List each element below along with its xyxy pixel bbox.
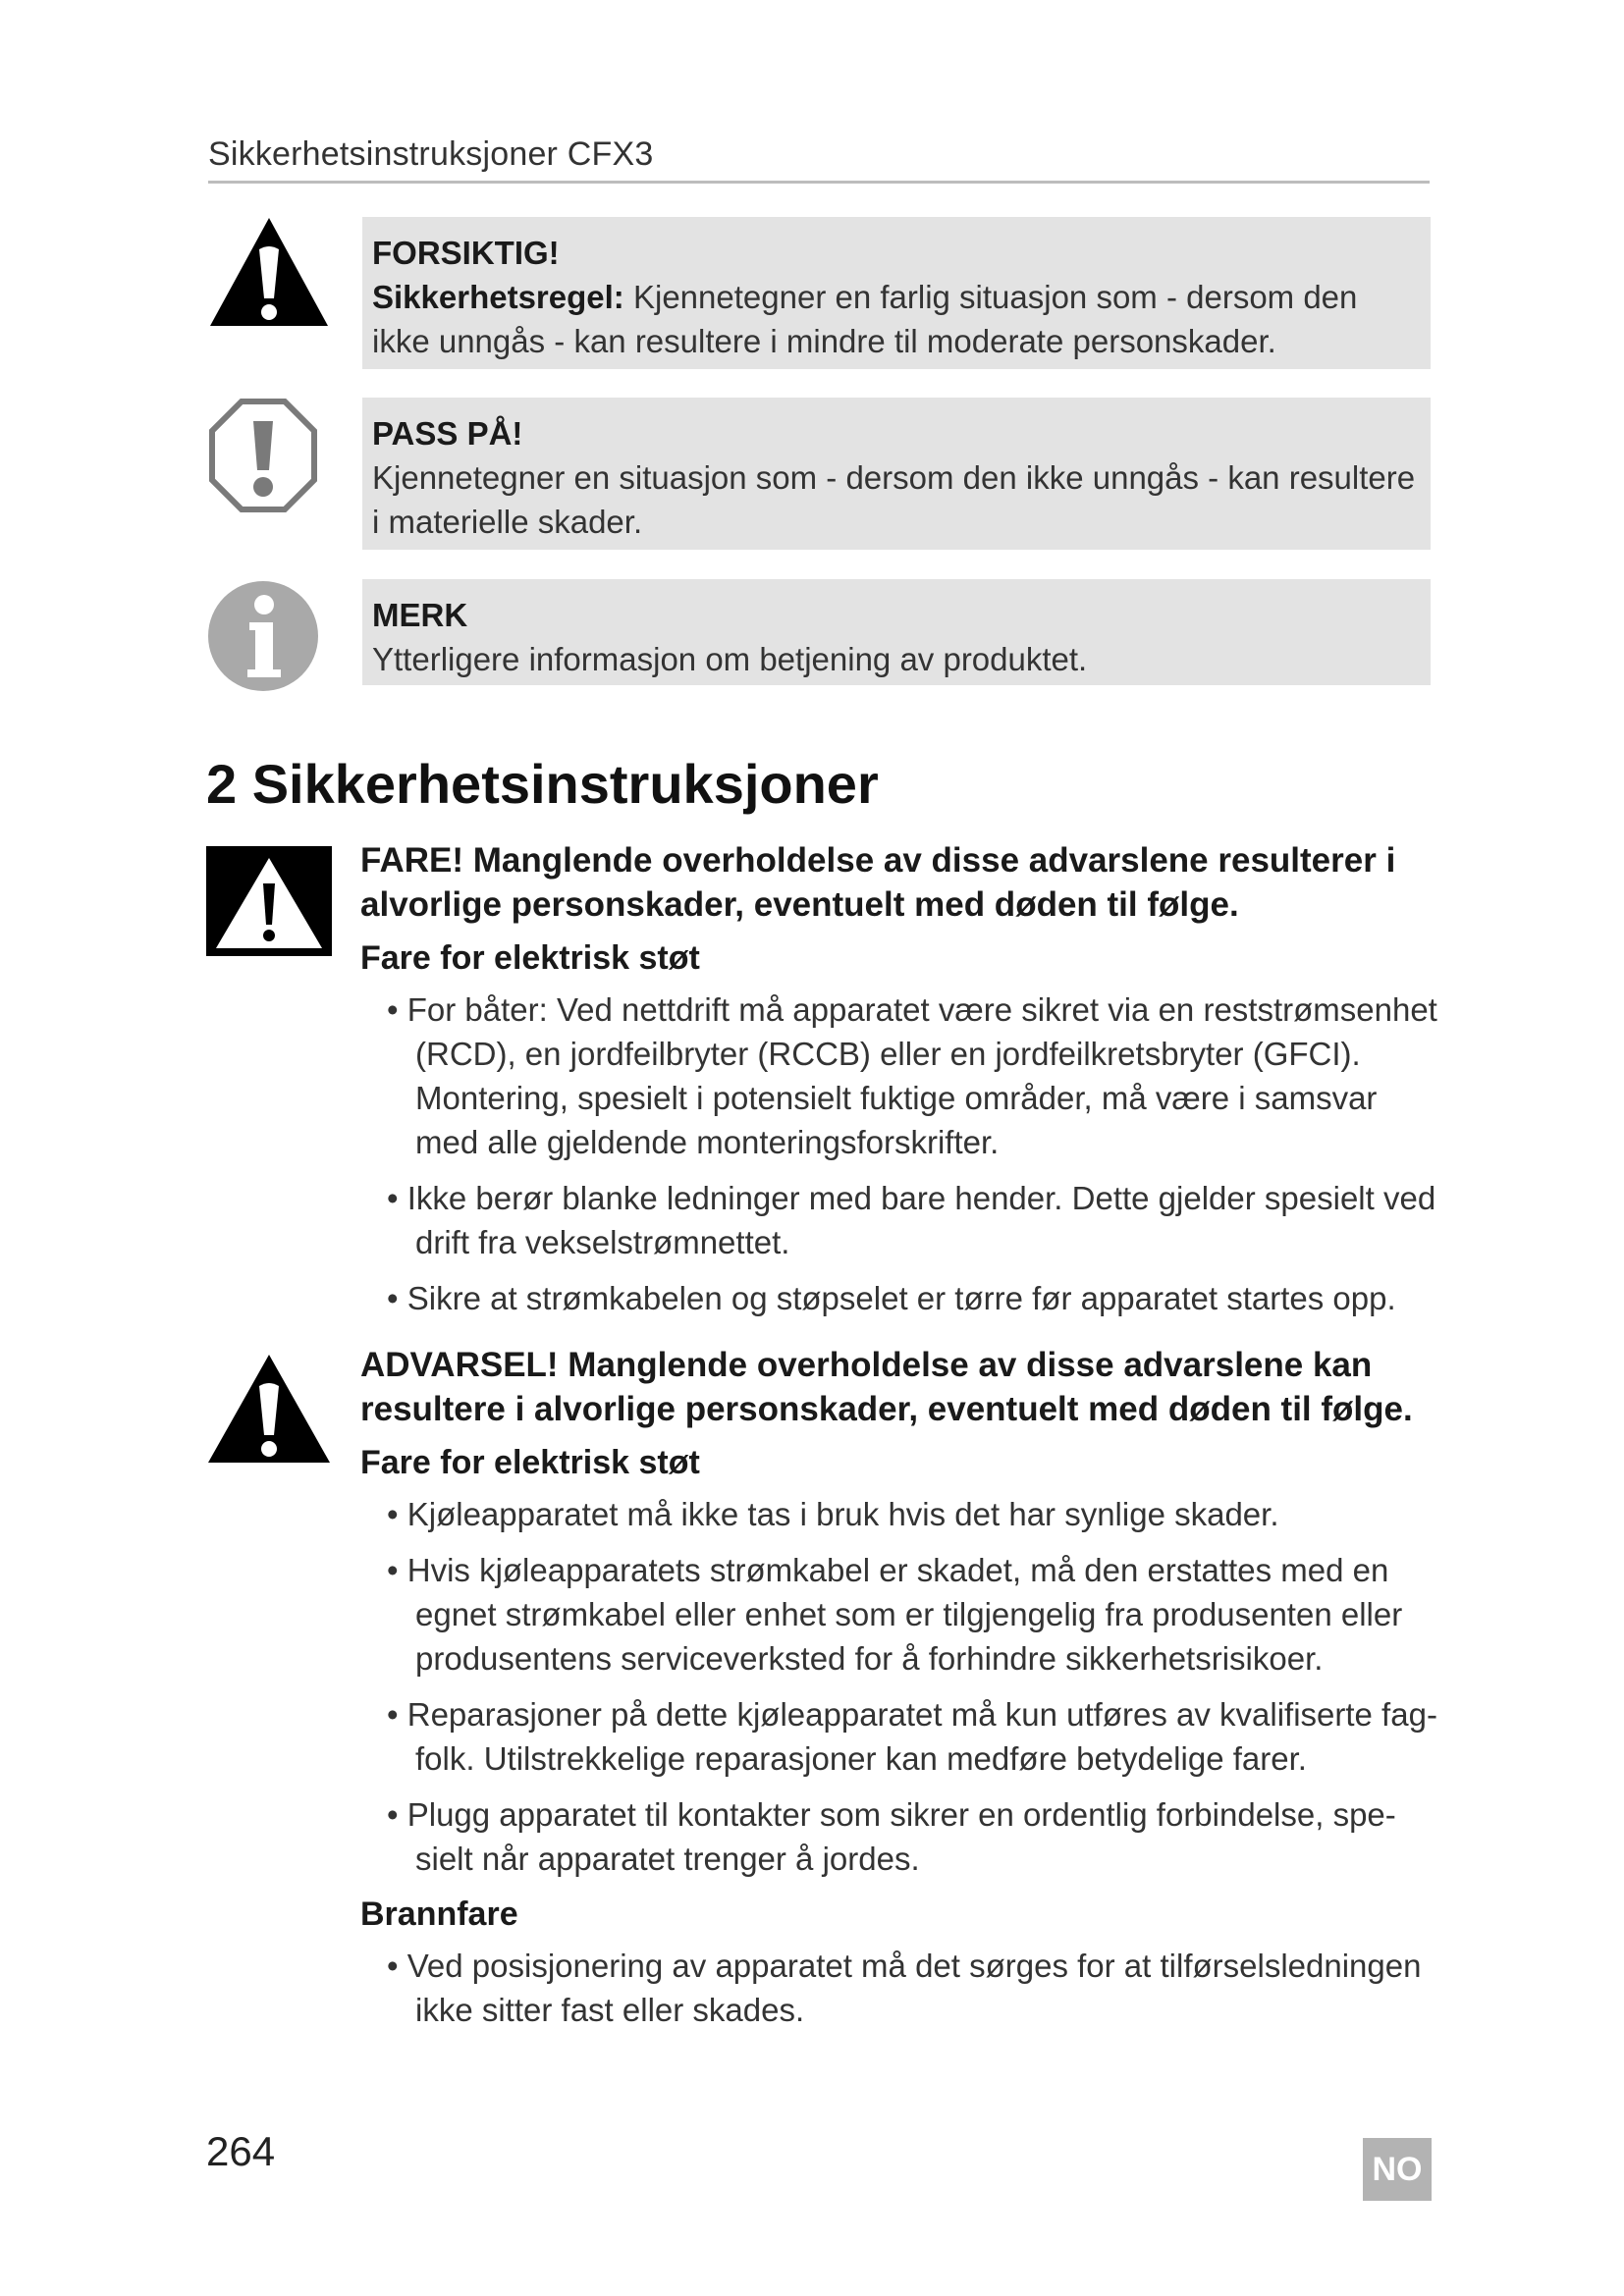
octagon-exclamation-icon bbox=[208, 398, 318, 513]
danger-list bbox=[360, 988, 1440, 1320]
notice-caution bbox=[362, 217, 1431, 369]
list-item-text: Ved posisjonering av apparatet må det sørges for at tilførselsledningen ikke sitter fast eller skades. bbox=[406, 1948, 1422, 2028]
fire-list bbox=[360, 1944, 1440, 2032]
list-item: • Kjøleapparatet må ikke tas i bruk hvis det har synlige skader. bbox=[387, 1496, 1279, 1532]
list-item: • Ikke berør blanke ledninger med bare hender. Dette gjelder spesielt ved drift fra vekselstrømnettet. bbox=[387, 1180, 1436, 1260]
list-item-text: Sikre at strømkabelen og støpselet er tørre før apparatet startes opp. bbox=[406, 1280, 1396, 1316]
notice-title: MERK bbox=[372, 597, 468, 633]
list-item-text: Ikke berør blanke ledninger med bare hender. Dette gjelder spesielt ved drift fra vekselstrømnettet. bbox=[406, 1180, 1436, 1260]
list-item: • Plugg apparatet til kontakter som sikrer en ordentlig forbindelse, spesielt når apparatet trenger å jordes. bbox=[387, 1796, 1396, 1877]
notice-title: PASS PÅ! bbox=[372, 415, 523, 452]
list-item-text: For båter: Ved nettdrift må apparatet være sikret via en reststrømsenhet (RCD), en jordfeilbryter (RCCB) eller en jordfeilkretsbryter (GFCI). Montering, spesielt i potensielt fuktige områder, må være i samsvar med alle gjeldende monteringsforskrifter. bbox=[406, 991, 1437, 1160]
warning-subheading: Fare for elektrisk støt bbox=[360, 1444, 700, 1481]
notice-lead: Sikkerhetsregel: bbox=[372, 279, 624, 315]
page-number: 264 bbox=[206, 2128, 276, 2174]
warning-icon bbox=[206, 1353, 332, 1465]
list-item: • Hvis kjøleapparatets strømkabel er skadet, må den erstattes med en egnet strømkabel eller enhet som er tilgjengelig fra produsenten eller produsentens serviceverksted for å forhindre sikkerhetsrisikoer. bbox=[387, 1552, 1403, 1677]
notice-title: FORSIKTIG! bbox=[372, 235, 560, 271]
danger-lead: FARE! Manglende overholdelse av disse advarslene resulterer i alvorlige personskader, eventuelt med døden til følge. bbox=[360, 841, 1396, 924]
notice-note bbox=[362, 579, 1431, 685]
list-item: • Ved posisjonering av apparatet må det sørges for at tilførselsledningen ikke sitter fast eller skades. bbox=[387, 1948, 1422, 2028]
language-tag: NO bbox=[1363, 2138, 1432, 2201]
caution-warning-icon bbox=[206, 214, 332, 330]
list-item-text: Hvis kjøleapparatets strømkabel er skadet, må den erstattes med en egnet strømkabel eller enhet som er tilgjengelig fra produsenten eller produsentens serviceverksted for å forhindre sikkerhetsrisikoer. bbox=[406, 1552, 1403, 1677]
notice-text: Ytterligere informasjon om betjening av produktet. bbox=[372, 641, 1088, 677]
notice-attention bbox=[362, 398, 1431, 550]
list-item-text: Plugg apparatet til kontakter som sikrer en ordentlig forbindelse, spesielt når apparatet trenger å jordes. bbox=[406, 1796, 1396, 1877]
notice-text: Kjennetegner en situasjon som - dersom den ikke unngås - kan resultere i materielle skader. bbox=[372, 459, 1416, 540]
list-item: • Reparasjoner på dette kjøleapparatet må kun utføres av kvalifiserte fagfolk. Utilstrekkelige reparasjoner kan medføre betydelige farer. bbox=[387, 1696, 1437, 1777]
list-item: • For båter: Ved nettdrift må apparatet være sikret via en reststrømsenhet (RCD), en jordfeilbryter (RCCB) eller en jordfeilkretsbryter (GFCI). Montering, spesielt i potensielt fuktige områder, må være i samsvar med alle gjeldende monteringsforskrifter. bbox=[387, 991, 1437, 1160]
warning-list bbox=[360, 1492, 1440, 1881]
danger-warning-icon bbox=[206, 846, 332, 956]
list-item-text: Reparasjoner på dette kjøleapparatet må kun utføres av kvalifiserte fagfolk. Utilstrekkelige reparasjoner kan medføre betydelige farer. bbox=[406, 1696, 1437, 1777]
list-item-text: Kjøleapparatet må ikke tas i bruk hvis det har synlige skader. bbox=[406, 1496, 1279, 1532]
danger-block bbox=[360, 838, 1440, 1332]
warning-block bbox=[360, 1343, 1440, 2044]
info-icon bbox=[206, 579, 320, 693]
running-header: Sikkerhetsinstruksjoner CFX3 bbox=[208, 135, 654, 173]
notice-text: Kjennetegner en farlig situasjon som - dersom den ikke unngås - kan resultere i mindre til moderate personskader. bbox=[372, 279, 1358, 359]
list-item: • Sikre at strømkabelen og støpselet er tørre før apparatet startes opp. bbox=[387, 1280, 1396, 1316]
danger-subheading: Fare for elektrisk støt bbox=[360, 939, 700, 977]
warning-lead: ADVARSEL! Manglende overholdelse av disse advarslene kan resultere i alvorlige personskader, eventuelt med døden til følge. bbox=[360, 1346, 1413, 1428]
section-title: 2 Sikkerhetsinstruksjoner bbox=[206, 753, 879, 815]
header-rule bbox=[208, 181, 1430, 184]
fire-subheading: Brannfare bbox=[360, 1896, 518, 1933]
